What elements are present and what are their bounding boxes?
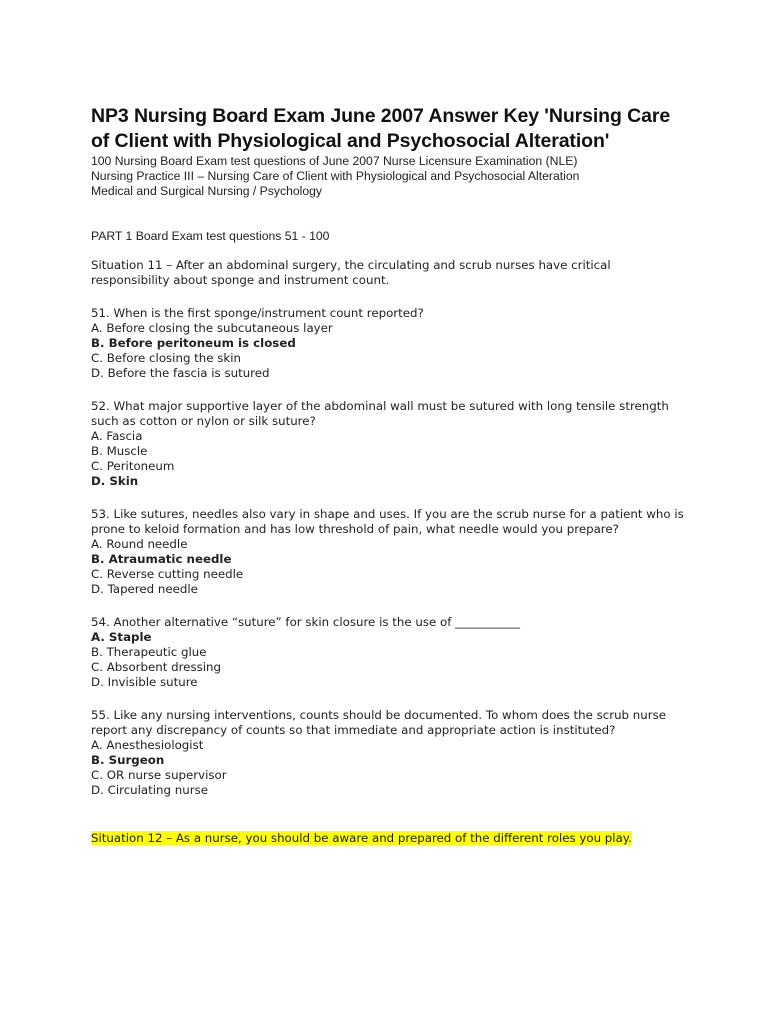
question-text: 55. Like any nursing interventions, counts should be documented. To whom does the scrub nurse report any discrepancy of counts so that immediate and appropriate action is instituted? [91,708,667,737]
question-51 [91,306,691,381]
option-d: D. Tapered needle [91,582,198,596]
option-a: A. Round needle [91,537,188,551]
option-c: C. Reverse cutting needle [91,567,244,581]
situation-12-block [91,831,691,846]
option-a: A. Anesthesiologist [91,738,204,752]
question-55 [91,708,691,798]
option-c: C. Before closing the skin [91,351,242,365]
option-a-correct: A. Staple [91,630,152,644]
document-page [91,104,691,846]
option-a: A. Before closing the subcutaneous layer [91,321,333,335]
option-d: D. Before the fascia is sutured [91,366,270,380]
option-d: D. Circulating nurse [91,783,208,797]
subtitle-line: 100 Nursing Board Exam test questions of June 2007 Nurse Licensure Examination (NLE) [91,154,578,168]
option-c: C. Absorbent dressing [91,660,221,674]
option-b-correct: B. Atraumatic needle [91,552,232,566]
option-c: C. Peritoneum [91,459,175,473]
question-text: 51. When is the first sponge/instrument count reported? [91,306,424,320]
option-b-correct: B. Surgeon [91,753,165,767]
subtitle-line: Nursing Practice III – Nursing Care of Client with Physiological and Psychosocial Alteration [91,169,580,183]
option-b-correct: B. Before peritoneum is closed [91,336,296,350]
option-c: C. OR nurse supervisor [91,768,227,782]
option-b: B. Therapeutic glue [91,645,207,659]
question-54 [91,615,691,690]
subtitle-line: Medical and Surgical Nursing / Psychology [91,184,322,198]
document-subtitle [91,154,691,199]
option-b: B. Muscle [91,444,148,458]
part-heading: PART 1 Board Exam test questions 51 - 100 [91,229,330,243]
option-d: D. Invisible suture [91,675,198,689]
option-a: A. Fascia [91,429,143,443]
question-text: 53. Like sutures, needles also vary in shape and uses. If you are the scrub nurse for a patient who is prone to keloid formation and has low threshold of pain, what needle would you prepare? [91,507,684,536]
option-d-correct: D. Skin [91,474,139,488]
document-title: NP3 Nursing Board Exam June 2007 Answer Key 'Nursing Care of Client with Physiological and Psychosocial Alteration' [91,105,671,152]
situation-12: Situation 12 – As a nurse, you should be aware and prepared of the different roles you play. [91,831,632,845]
question-53 [91,507,691,597]
question-52 [91,399,691,489]
situation-11: Situation 11 – After an abdominal surgery, the circulating and scrub nurses have critical responsibility about sponge and instrument count. [91,258,611,287]
question-text: 52. What major supportive layer of the abdominal wall must be sutured with long tensile strength such as cotton or nylon or silk suture? [91,399,669,428]
question-text: 54. Another alternative “suture” for skin closure is the use of ___________ [91,615,520,629]
